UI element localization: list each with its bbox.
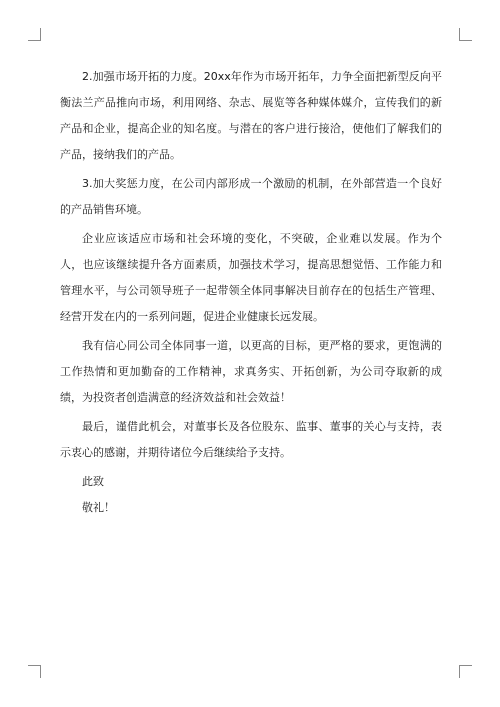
closing-regards: 敬礼！ <box>82 501 115 514</box>
document-body <box>60 64 442 521</box>
paragraph-commitment: 我有信心同公司全体同事一道，以更高的目标，更严格的要求，更饱满的工作热情和更加勤奋的工作精神，求真务实、开拓创新，为公司夺取新的成绩，为投资者创造满意的经济效益和社会效益！ <box>60 339 442 404</box>
crop-mark-top-left <box>28 28 41 41</box>
paragraph-thanks: 最后，谨借此机会，对董事长及各位股东、监事、董事的关心与支持，表示衷心的感谢，并期待诸位今后继续给予支持。 <box>60 420 442 459</box>
paragraph-market-expansion: 2.加强市场开拓的力度。20xx年作为市场开拓年，力争全面把新型反向平衡法兰产品推向市场，利用网络、杂志、展览等各种媒体媒介，宣传我们的新产品和企业，提高企业的知名度。与潜在的客户进行接洽，使他们了解我们的产品，接纳我们的产品。 <box>60 70 442 161</box>
crop-mark-bottom-left <box>28 665 41 678</box>
closing-salutation: 此致 <box>82 475 104 488</box>
crop-mark-top-right <box>459 28 472 41</box>
crop-mark-bottom-right <box>459 665 472 678</box>
paragraph-development: 企业应该适应市场和社会环境的变化，不突破，企业难以发展。作为个人，也应该继续提升各方面素质，加强技术学习，提高思想觉悟、工作能力和管理水平，与公司领导班子一起带领全体同事解决目前存在的包括生产管理、经营开发在内的一系列问题，促进企业健康长远发展。 <box>60 232 442 323</box>
paragraph-incentives: 3.加大奖惩力度，在公司内部形成一个激励的机制，在外部营造一个良好的产品销售环境。 <box>60 177 442 216</box>
